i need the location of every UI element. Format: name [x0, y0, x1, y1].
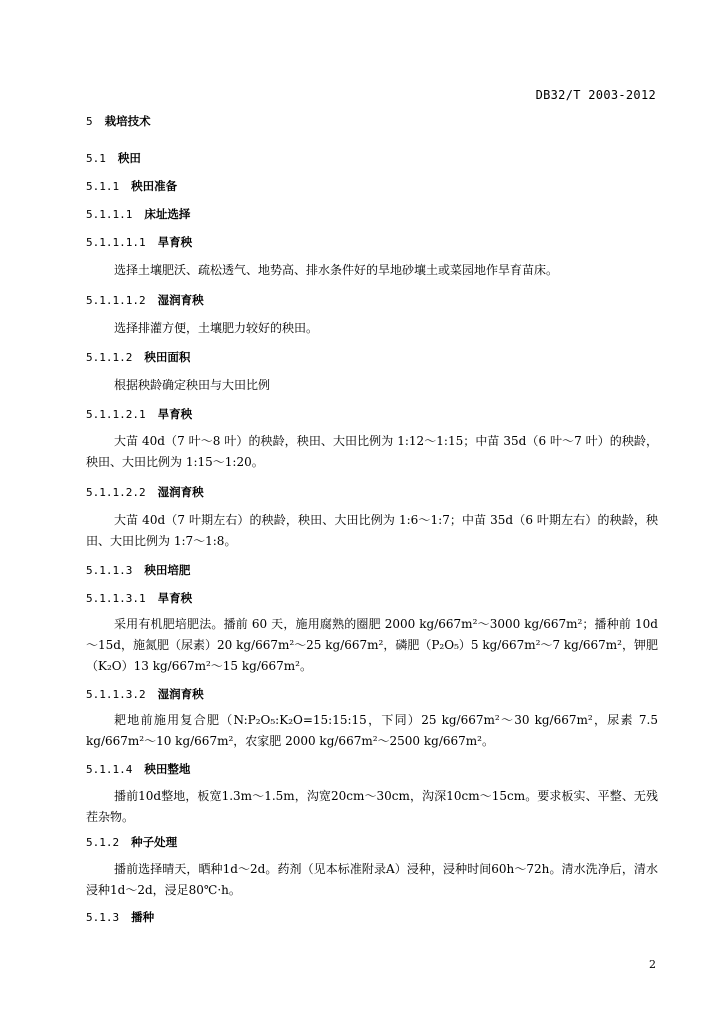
section-number: 5 [86, 115, 93, 128]
paragraph: 播前选择晴天，晒种1d～2d。药剂（见本标准附录A）浸种，浸种时间60h～72h。清水洗净后，清水浸种1d～2d，浸足80℃·h。 [86, 862, 658, 897]
section-heading [86, 590, 658, 607]
section-heading [86, 484, 658, 501]
section-number: 5.1.1.2.2 [86, 486, 146, 499]
page-number: 2 [649, 958, 656, 971]
section-number: 5.1.1.2 [86, 351, 133, 364]
section-heading [86, 150, 658, 167]
section-title: 秧田面积 [144, 350, 191, 364]
section-number: 5.1.1.1.1 [86, 236, 146, 249]
section-heading [86, 406, 658, 423]
section-number: 5.1.1.4 [86, 763, 133, 776]
section-heading [86, 761, 658, 778]
standard-number: DB32/T 2003-2012 [535, 88, 656, 102]
section-heading [86, 206, 658, 223]
section-number: 5.1.1.2.1 [86, 408, 146, 421]
section-heading [86, 909, 658, 926]
section-title: 栽培技术 [104, 114, 151, 128]
section-title: 床址选择 [144, 207, 191, 221]
section-title: 秧田 [117, 151, 141, 165]
section-title: 湿润育秧 [157, 485, 204, 499]
section-heading [86, 349, 658, 366]
section-title: 旱育秧 [157, 591, 193, 605]
section-title: 秧田整地 [144, 762, 191, 776]
section-heading [86, 178, 658, 195]
section-heading [86, 234, 658, 251]
section-heading [86, 113, 658, 130]
section-title: 湿润育秧 [157, 293, 204, 307]
section-title: 湿润育秧 [157, 687, 204, 701]
paragraph: 选择土壤肥沃、疏松透气、地势高、排水条件好的旱地砂壤土或菜园地作旱育苗床。 [114, 263, 559, 277]
section-title: 播种 [131, 910, 155, 924]
paragraph: 采用有机肥培肥法。播前 60 天，施用腐熟的圈肥 2000 kg/667m²～3000 kg/667m²；播种前 10d～15d，施氮肥（尿素）20 kg/667m²～25 kg/667m²，磷肥（P₂O₅）5 kg/667m²～7 kg/667m²，钾肥（K₂O）13 kg/667m²～15 kg/667m²。 [86, 617, 658, 673]
paragraph: 大苗 40d（7 叶～8 叶）的秧龄，秧田、大田比例为 1:12～1:15；中苗 35d（6 叶～7 叶）的秧龄，秧田、大田比例为 1:15～1:20。 [86, 434, 658, 469]
section-number: 5.1.1.3.2 [86, 688, 146, 701]
paragraph: 播前10d整地，板宽1.3m～1.5m，沟宽20cm～30cm，沟深10cm～15cm。要求板实、平整、无残茬杂物。 [86, 789, 658, 824]
section-number: 5.1.3 [86, 911, 120, 924]
section-number: 5.1 [86, 152, 106, 165]
section-heading [86, 562, 658, 579]
section-title: 秧田准备 [131, 179, 178, 193]
paragraph: 耙地前施用复合肥（N:P₂O₅:K₂O=15:15:15，下同）25 kg/667m²～30 kg/667m²，尿素 7.5 kg/667m²～10 kg/667m²，农家肥 2000 kg/667m²～2500 kg/667m²。 [86, 713, 658, 748]
section-number: 5.1.1.3 [86, 564, 133, 577]
section-title: 种子处理 [131, 835, 178, 849]
section-heading [86, 834, 658, 851]
section-title: 秧田培肥 [144, 563, 191, 577]
section-heading [86, 686, 658, 703]
section-number: 5.1.1.1.2 [86, 294, 146, 307]
section-title: 旱育秧 [157, 407, 193, 421]
paragraph: 选择排灌方便，土壤肥力较好的秧田。 [114, 321, 319, 335]
section-number: 5.1.1.3.1 [86, 592, 146, 605]
paragraph: 根据秧龄确定秧田与大田比例 [114, 378, 271, 392]
section-title: 旱育秧 [157, 235, 193, 249]
paragraph: 大苗 40d（7 叶期左右）的秧龄，秧田、大田比例为 1:6～1:7；中苗 35d（6 叶期左右）的秧龄，秧田、大田比例为 1:7～1:8。 [86, 513, 658, 548]
section-number: 5.1.1.1 [86, 208, 133, 221]
section-number: 5.1.1 [86, 180, 120, 193]
section-heading [86, 292, 658, 309]
section-number: 5.1.2 [86, 836, 120, 849]
